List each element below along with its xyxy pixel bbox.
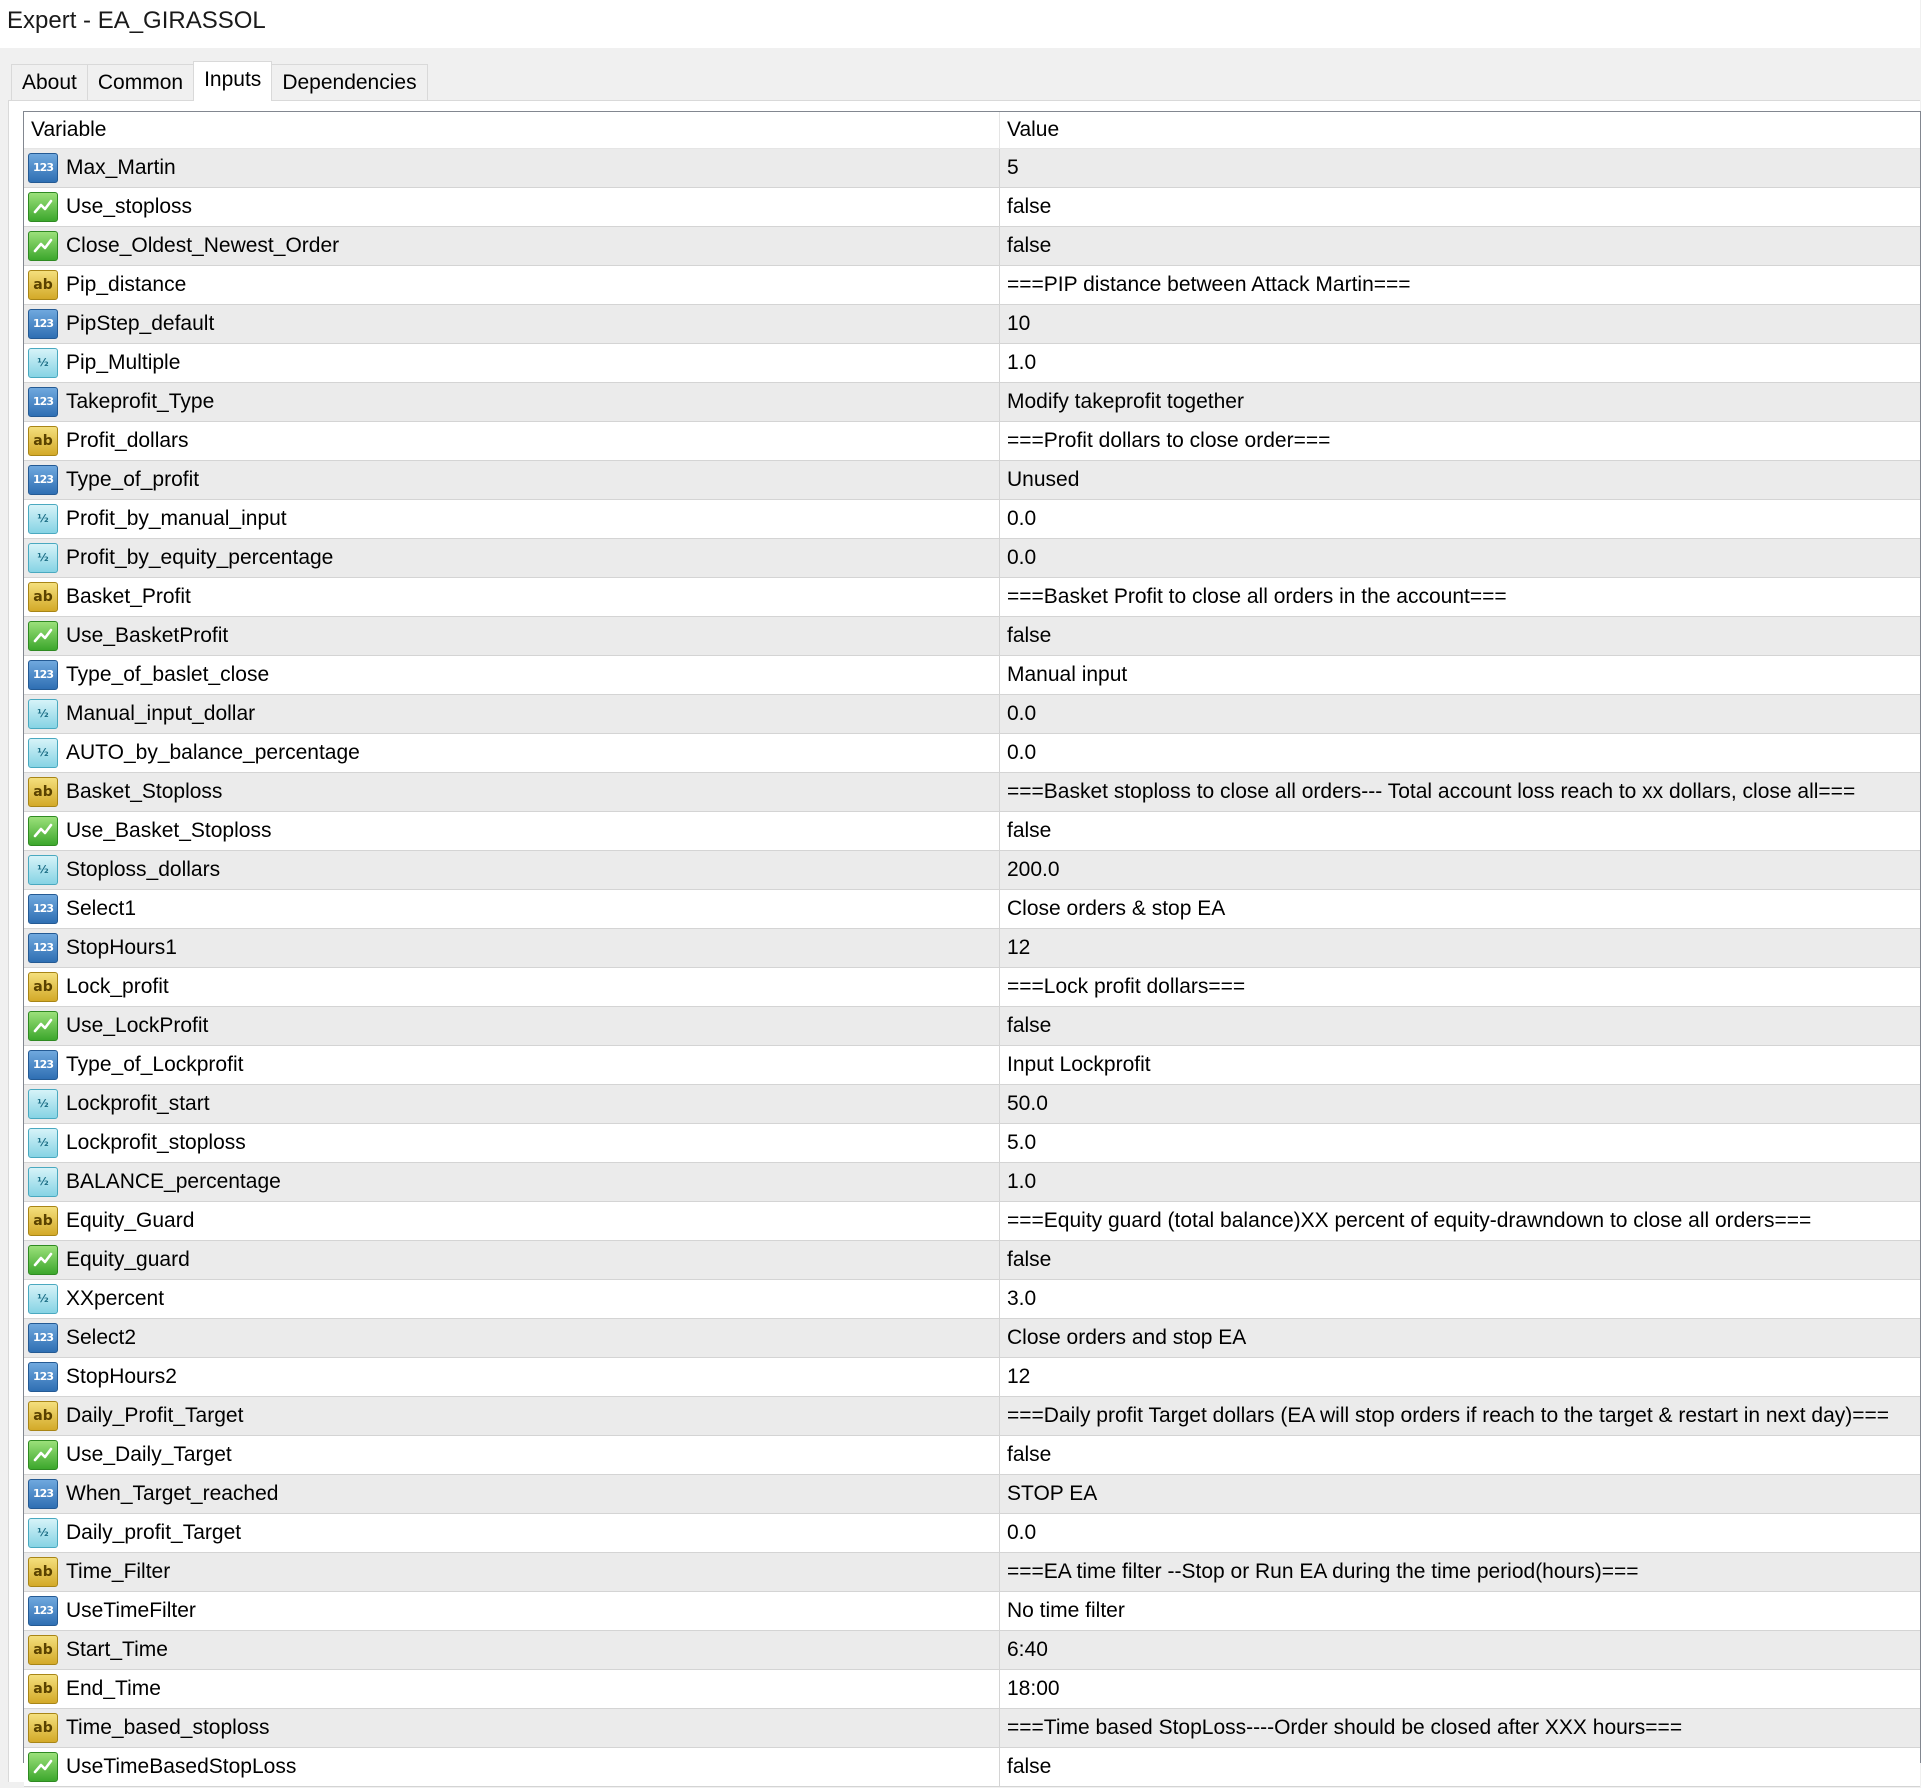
value-cell[interactable]: Close orders and stop EA	[1007, 1326, 1247, 1349]
variable-name: Lock_profit	[66, 975, 169, 998]
string-type-icon: ab	[28, 1401, 58, 1431]
variable-name: Basket_Profit	[66, 585, 191, 608]
value-cell[interactable]: 0.0	[1007, 507, 1037, 530]
variable-cell	[24, 1436, 1000, 1474]
variable-name: End_Time	[66, 1677, 161, 1700]
table-row[interactable]	[24, 266, 1920, 305]
value-cell[interactable]: false	[1007, 624, 1052, 647]
table-row[interactable]	[24, 695, 1920, 734]
table-row[interactable]	[24, 1709, 1920, 1748]
variable-name: Use_Daily_Target	[66, 1443, 232, 1466]
variable-cell	[24, 1046, 1000, 1084]
variable-name: When_Target_reached	[66, 1482, 279, 1505]
value-cell[interactable]: 200.0	[1007, 858, 1060, 881]
variable-cell	[24, 1748, 1000, 1786]
int-type-icon: 123	[28, 1362, 58, 1392]
variable-cell	[24, 1709, 1000, 1747]
variable-name: Lockprofit_stoploss	[66, 1131, 246, 1154]
value-cell[interactable]: No time filter	[1007, 1599, 1125, 1622]
value-cell[interactable]: false	[1007, 1443, 1052, 1466]
variable-name: Use_stoploss	[66, 195, 193, 218]
variable-name: PipStep_default	[66, 312, 215, 335]
table-row[interactable]	[24, 773, 1920, 812]
double-type-icon: ½	[28, 1167, 58, 1197]
value-cell[interactable]: ===Basket stoploss to close all orders--- Total account loss reach to xx dollars, close all===	[1007, 780, 1856, 803]
double-type-icon: ½	[28, 543, 58, 573]
tab-inputs[interactable]: Inputs	[193, 61, 272, 101]
variable-cell	[24, 1085, 1000, 1123]
variable-name: Manual_input_dollar	[66, 702, 256, 725]
table-row[interactable]	[24, 1670, 1920, 1709]
tab-common[interactable]: Common	[87, 64, 194, 100]
bool-type-icon	[28, 231, 58, 261]
table-row[interactable]	[24, 227, 1920, 266]
tab-about[interactable]: About	[11, 64, 88, 100]
value-cell[interactable]: false	[1007, 819, 1052, 842]
table-row[interactable]	[24, 188, 1920, 227]
int-type-icon: 123	[28, 894, 58, 924]
value-cell[interactable]: 5.0	[1007, 1131, 1037, 1154]
variable-cell	[24, 734, 1000, 772]
value-cell[interactable]: STOP EA	[1007, 1482, 1098, 1505]
string-type-icon: ab	[28, 426, 58, 456]
int-type-icon: 123	[28, 933, 58, 963]
variable-name: Time_Filter	[66, 1560, 171, 1583]
variable-cell	[24, 1241, 1000, 1279]
variable-name: Profit_by_manual_input	[66, 507, 287, 530]
table-row[interactable]	[24, 812, 1920, 851]
table-row[interactable]	[24, 1397, 1920, 1436]
variable-name: Use_Basket_Stoploss	[66, 819, 272, 842]
double-type-icon: ½	[28, 504, 58, 534]
variable-cell	[24, 422, 1000, 460]
double-type-icon: ½	[28, 348, 58, 378]
value-cell[interactable]: Modify takeprofit together	[1007, 390, 1244, 413]
variable-cell	[24, 1592, 1000, 1630]
table-row[interactable]	[24, 1358, 1920, 1397]
variable-cell	[24, 812, 1000, 850]
double-type-icon: ½	[28, 738, 58, 768]
variable-cell	[24, 851, 1000, 889]
string-type-icon: ab	[28, 1557, 58, 1587]
column-header-variable[interactable]: Variable	[24, 112, 1000, 148]
int-type-icon: 123	[28, 465, 58, 495]
variable-name: Type_of_profit	[66, 468, 200, 491]
value-cell[interactable]: false	[1007, 195, 1052, 218]
variable-cell	[24, 656, 1000, 694]
variable-cell	[24, 695, 1000, 733]
value-cell[interactable]: Close orders & stop EA	[1007, 897, 1226, 920]
bool-type-icon	[28, 192, 58, 222]
value-cell[interactable]: ===Time based StopLoss----Order should be closed after XXX hours===	[1007, 1716, 1683, 1739]
title-bar	[0, 0, 1920, 48]
value-cell[interactable]: false	[1007, 234, 1052, 257]
variable-cell	[24, 1553, 1000, 1591]
variable-cell	[24, 500, 1000, 538]
value-cell[interactable]: 10	[1007, 312, 1031, 335]
variable-cell	[24, 188, 1000, 226]
value-cell[interactable]: ===Equity guard (total balance)XX percent of equity-drawndown to close all orders===	[1007, 1209, 1812, 1232]
value-cell[interactable]: 6:40	[1007, 1638, 1048, 1661]
int-type-icon: 123	[28, 1596, 58, 1626]
variable-cell	[24, 1670, 1000, 1708]
double-type-icon: ½	[28, 1518, 58, 1548]
bool-type-icon	[28, 1245, 58, 1275]
variable-cell	[24, 1280, 1000, 1318]
variable-cell	[24, 929, 1000, 967]
value-cell[interactable]: 5	[1007, 156, 1019, 179]
variable-name: Pip_distance	[66, 273, 187, 296]
table-row[interactable]	[24, 422, 1920, 461]
table-body	[24, 149, 1920, 1787]
variable-name: Takeprofit_Type	[66, 390, 215, 413]
bool-type-icon	[28, 816, 58, 846]
string-type-icon: ab	[28, 582, 58, 612]
value-cell[interactable]: 50.0	[1007, 1092, 1048, 1115]
variable-cell	[24, 890, 1000, 928]
value-cell[interactable]: 12	[1007, 936, 1031, 959]
variable-cell	[24, 1007, 1000, 1045]
table-row[interactable]	[24, 1007, 1920, 1046]
table-row[interactable]	[24, 1436, 1920, 1475]
value-cell[interactable]: 12	[1007, 1365, 1031, 1388]
variable-cell	[24, 305, 1000, 343]
variable-cell	[24, 617, 1000, 655]
value-cell[interactable]: 0.0	[1007, 702, 1037, 725]
table-row[interactable]	[24, 734, 1920, 773]
int-type-icon: 123	[28, 1323, 58, 1353]
table-row[interactable]	[24, 1631, 1920, 1670]
double-type-icon: ½	[28, 1128, 58, 1158]
string-type-icon: ab	[28, 1635, 58, 1665]
table-row[interactable]	[24, 539, 1920, 578]
variable-name: UseTimeFilter	[66, 1599, 196, 1622]
table-row[interactable]	[24, 1319, 1920, 1358]
variable-name: BALANCE_percentage	[66, 1170, 281, 1193]
variable-name: Time_based_stoploss	[66, 1716, 270, 1739]
table-row[interactable]	[24, 1046, 1920, 1085]
variable-cell	[24, 1514, 1000, 1552]
table-row[interactable]	[24, 1202, 1920, 1241]
int-type-icon: 123	[28, 1050, 58, 1080]
tab-dependencies[interactable]: Dependencies	[271, 64, 427, 100]
value-cell[interactable]: ===Profit dollars to close order===	[1007, 429, 1331, 452]
bool-type-icon	[28, 1752, 58, 1782]
tab-strip	[11, 62, 427, 100]
variable-name: Type_of_baslet_close	[66, 663, 270, 686]
value-cell[interactable]: 0.0	[1007, 741, 1037, 764]
table-row[interactable]	[24, 968, 1920, 1007]
string-type-icon: ab	[28, 972, 58, 1002]
variable-name: Equity_guard	[66, 1248, 190, 1271]
variable-cell	[24, 773, 1000, 811]
variable-name: Equity_Guard	[66, 1209, 195, 1232]
variable-cell	[24, 227, 1000, 265]
table-row[interactable]	[24, 1124, 1920, 1163]
variable-name: Daily_Profit_Target	[66, 1404, 244, 1427]
bool-type-icon	[28, 621, 58, 651]
table-header	[24, 112, 1920, 149]
variable-name: Close_Oldest_Newest_Order	[66, 234, 340, 257]
table-row[interactable]	[24, 500, 1920, 539]
value-cell[interactable]: 1.0	[1007, 351, 1037, 374]
double-type-icon: ½	[28, 1089, 58, 1119]
variable-name: Daily_profit_Target	[66, 1521, 242, 1544]
variable-name: Basket_Stoploss	[66, 780, 223, 803]
column-header-value[interactable]: Value	[1007, 118, 1060, 141]
variable-name: Start_Time	[66, 1638, 168, 1661]
variable-name: XXpercent	[66, 1287, 165, 1310]
double-type-icon: ½	[28, 855, 58, 885]
string-type-icon: ab	[28, 777, 58, 807]
string-type-icon: ab	[28, 270, 58, 300]
variable-name: StopHours2	[66, 1365, 177, 1388]
table-row[interactable]	[24, 851, 1920, 890]
variable-cell	[24, 1202, 1000, 1240]
value-cell[interactable]: 1.0	[1007, 1170, 1037, 1193]
table-row[interactable]	[24, 617, 1920, 656]
variable-cell	[24, 149, 1000, 187]
value-cell[interactable]: Unused	[1007, 468, 1080, 491]
variable-name: Stoploss_dollars	[66, 858, 221, 881]
table-row[interactable]	[24, 1163, 1920, 1202]
variable-cell	[24, 266, 1000, 304]
table-row[interactable]	[24, 305, 1920, 344]
value-cell[interactable]: ===PIP distance between Attack Martin===	[1007, 273, 1411, 296]
table-row[interactable]	[24, 578, 1920, 617]
value-cell[interactable]: false	[1007, 1755, 1052, 1778]
double-type-icon: ½	[28, 1284, 58, 1314]
value-cell[interactable]: 0.0	[1007, 1521, 1037, 1544]
variable-name: Select1	[66, 897, 137, 920]
variable-cell	[24, 1163, 1000, 1201]
value-cell[interactable]: ===EA time filter --Stop or Run EA during the time period(hours)===	[1007, 1560, 1639, 1583]
table-row[interactable]	[24, 1748, 1920, 1787]
variable-cell	[24, 578, 1000, 616]
variable-cell	[24, 1124, 1000, 1162]
value-cell[interactable]: ===Daily profit Target dollars (EA will stop orders if reach to the target & restart in next day)===	[1007, 1404, 1890, 1427]
string-type-icon: ab	[28, 1206, 58, 1236]
table-row[interactable]	[24, 1475, 1920, 1514]
int-type-icon: 123	[28, 387, 58, 417]
variable-name: AUTO_by_balance_percentage	[66, 741, 360, 764]
variable-name: Lockprofit_start	[66, 1092, 210, 1115]
table-row[interactable]	[24, 1514, 1920, 1553]
variable-cell	[24, 1475, 1000, 1513]
string-type-icon: ab	[28, 1674, 58, 1704]
inputs-table	[23, 111, 1921, 1778]
variable-name: Profit_by_equity_percentage	[66, 546, 334, 569]
variable-cell	[24, 539, 1000, 577]
int-type-icon: 123	[28, 309, 58, 339]
value-cell[interactable]: 18:00	[1007, 1677, 1060, 1700]
variable-name: Profit_dollars	[66, 429, 189, 452]
variable-name: Use_LockProfit	[66, 1014, 209, 1037]
window-title: Expert - EA_GIRASSOL	[7, 7, 266, 34]
variable-name: Max_Martin	[66, 156, 176, 179]
table-row[interactable]	[24, 656, 1920, 695]
variable-cell	[24, 344, 1000, 382]
bool-type-icon	[28, 1011, 58, 1041]
value-cell[interactable]: ===Lock profit dollars===	[1007, 975, 1246, 998]
variable-name: StopHours1	[66, 936, 177, 959]
inputs-panel	[8, 100, 1920, 1782]
table-row[interactable]	[24, 383, 1920, 422]
table-row[interactable]	[24, 344, 1920, 383]
value-cell[interactable]: false	[1007, 1248, 1052, 1271]
variable-cell	[24, 1631, 1000, 1669]
value-cell[interactable]: Input Lockprofit	[1007, 1053, 1151, 1076]
table-row[interactable]	[24, 1085, 1920, 1124]
value-cell[interactable]: 3.0	[1007, 1287, 1037, 1310]
variable-name: Use_BasketProfit	[66, 624, 229, 647]
table-row[interactable]	[24, 890, 1920, 929]
int-type-icon: 123	[28, 660, 58, 690]
variable-cell	[24, 461, 1000, 499]
variable-cell	[24, 1397, 1000, 1435]
table-row[interactable]	[24, 1592, 1920, 1631]
variable-cell	[24, 1319, 1000, 1357]
variable-name: Select2	[66, 1326, 137, 1349]
bool-type-icon	[28, 1440, 58, 1470]
table-row[interactable]	[24, 1553, 1920, 1592]
table-row[interactable]	[24, 149, 1920, 188]
value-cell[interactable]: ===Basket Profit to close all orders in the account===	[1007, 585, 1507, 608]
table-row[interactable]	[24, 929, 1920, 968]
variable-cell	[24, 1358, 1000, 1396]
variable-cell	[24, 383, 1000, 421]
value-cell[interactable]: false	[1007, 1014, 1052, 1037]
value-cell[interactable]: 0.0	[1007, 546, 1037, 569]
variable-name: Type_of_Lockprofit	[66, 1053, 244, 1076]
variable-name: UseTimeBasedStopLoss	[66, 1755, 297, 1778]
int-type-icon: 123	[28, 153, 58, 183]
variable-cell	[24, 968, 1000, 1006]
int-type-icon: 123	[28, 1479, 58, 1509]
string-type-icon: ab	[28, 1713, 58, 1743]
table-row[interactable]	[24, 1241, 1920, 1280]
table-row[interactable]	[24, 1280, 1920, 1319]
table-row[interactable]	[24, 461, 1920, 500]
double-type-icon: ½	[28, 699, 58, 729]
value-cell[interactable]: Manual input	[1007, 663, 1128, 686]
variable-name: Pip_Multiple	[66, 351, 181, 374]
